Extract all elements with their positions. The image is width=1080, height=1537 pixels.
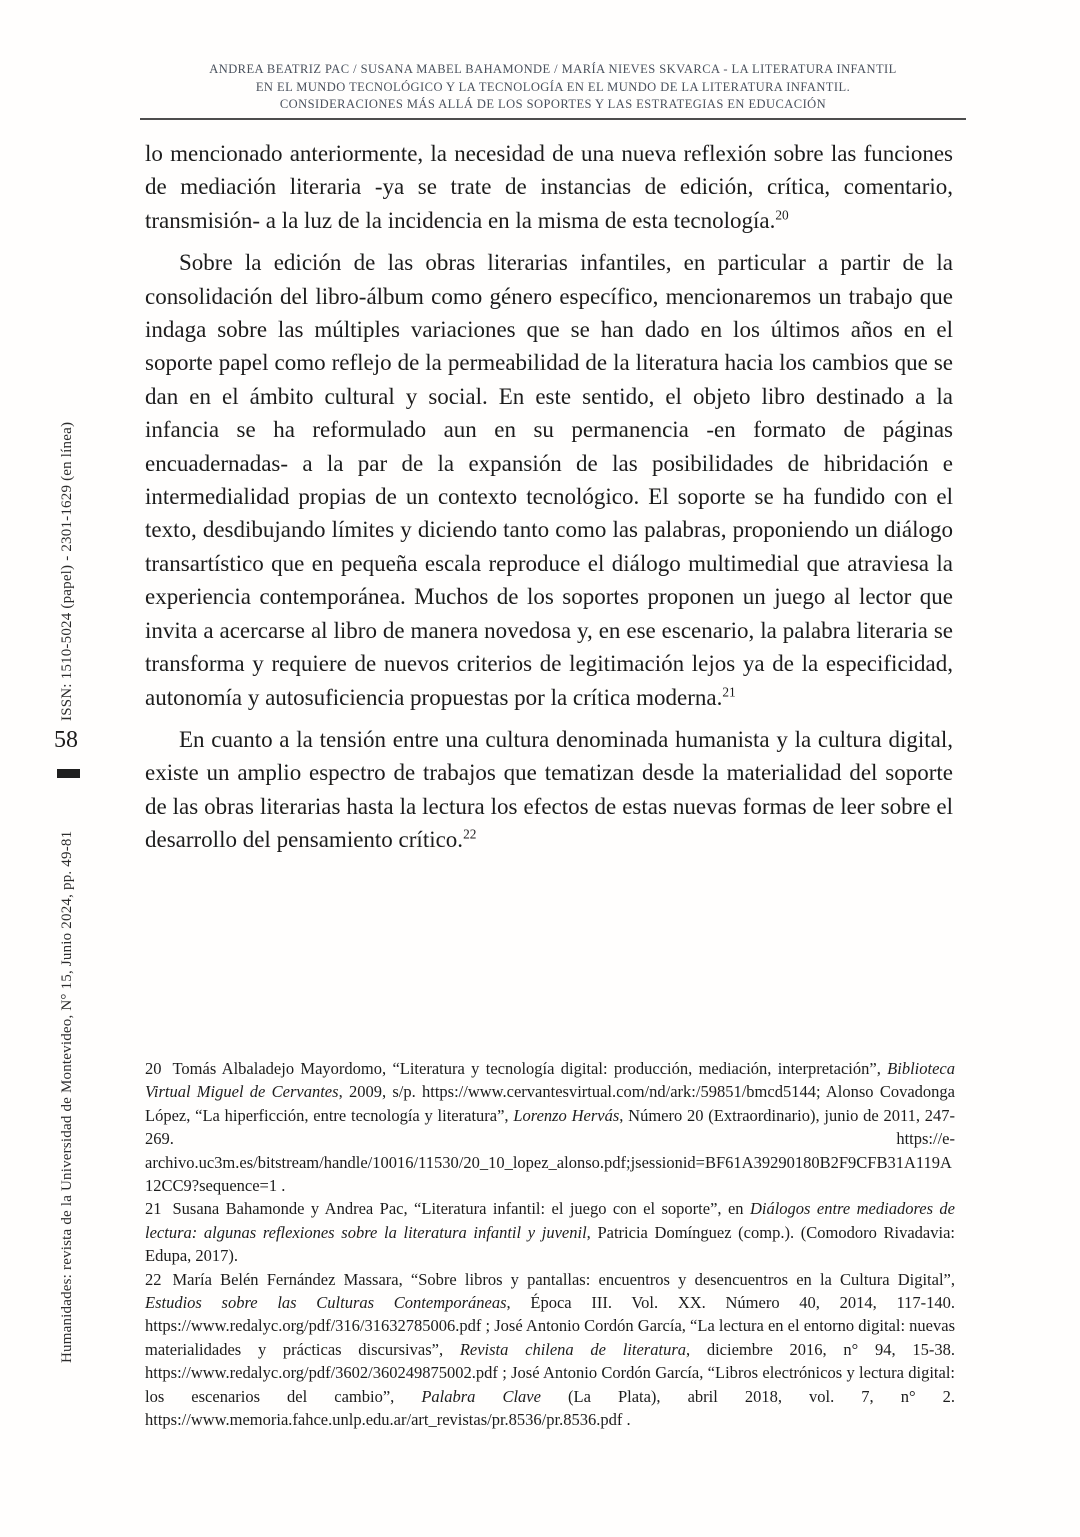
paragraph-text: Sobre la edición de las obras literarias infantiles, en particular a partir de la consolidación del libro-álbum como género específico, mencionaremos un trabajo que indaga sobre las múltiples variaciones que se han dado en los últimos años en el soporte papel como reflejo de la permeabilidad de la literatura hacia los cambios que se dan en el ámbito cultural y social. En este sentido, el objeto libro destinado a la infancia se ha reformulado aun en su permanencia -en formato de páginas encuadernadas- a la par de la expansión de las posibilidades de hibridación e intermedialidad propias de un contexto tecnológico. El soporte se ha fundido con el texto, desdibujando límites y diciendo tanto como las palabras, proponiendo un diálogo transartístico que en pequeña escala reproduce el diálogo multimedial que atraviesa la experiencia contemporánea. Muchos de los soportes proponen un juego al lector que invita a acercarse al libro de manera novedosa y, en ese escenario, la palabra literaria se transforma y requiere de nuevos criterios de legitimación lejos ya de la especificidad, autonomía y autosuficiencia propuestas por la crítica moderna. [145, 250, 953, 710]
page-number: 58 [54, 727, 78, 753]
paragraph [145, 723, 953, 857]
running-header-line-1: ANDREA BEATRIZ PAC / SUSANA MABEL BAHAMONDE / MARÍA NIEVES SKVARCA - LA LITERATURA INFANTIL [209, 62, 897, 76]
footnote-number: 21 [145, 1199, 162, 1219]
running-header-line-2: EN EL MUNDO TECNOLÓGICO Y LA TECNOLOGÍA EN EL MUNDO DE LA LITERATURA INFANTIL. [255, 79, 851, 94]
footnote-text: Tomás Albaladejo Mayordomo, “Literatura y tecnología digital: producción, mediación, interpretación”, Biblioteca Virtual Miguel de Cervantes, 2009, s/p. https://www.cervantesvirtual.com/nd/ark:/59851/bmcd5144; Alonso Covadonga López, “La hiperficción, entre tecnología y literatura”, Lorenzo Hervás, Número 20 (Extraordinario), junio de 2011, 247-269. https://e-archivo.uc3m.es/bitstream/handle/10016/11530/20_10_lopez_alonso.pdf;jsessionid=BF61A39290180B2F9CFB31A119A12CC9?sequence=1 . [145, 1059, 955, 1196]
footnote [145, 1197, 955, 1267]
journal-vertical-label: Humanidades: revista de la Universidad de Montevideo, N° 15, Junio 2024, pp. 49-81 [59, 830, 75, 1363]
footnote-ref: 21 [722, 683, 736, 699]
running-header-line-3: CONSIDERACIONES MÁS ALLÁ DE LOS SOPORTES Y LAS ESTRATEGIAS EN EDUCACIÓN [279, 97, 827, 111]
paragraph [145, 246, 953, 714]
header-rule [140, 118, 966, 120]
footnote-ref: 20 [775, 207, 789, 223]
body-text [145, 137, 953, 866]
footnote-number: 22 [145, 1269, 162, 1289]
paragraph-text: lo mencionado anteriormente, la necesidad de una nueva reflexión sobre las funciones de mediación literaria -ya se trate de instancias de edición, crítica, comentario, transmisión- a la luz de la incidencia en la misma de esta tecnología. [145, 141, 953, 233]
footnote-text: María Belén Fernández Massara, “Sobre libros y pantallas: encuentros y desencuentros en la Cultura Digital”, Estudios sobre las Culturas Contemporáneas, Época III. Vol. XX. Número 40, 2014, 117-140. https://www.redalyc.org/pdf/316/31632785006.pdf ; José Antonio Cordón García, “La lectura en el entorno digital: nuevas materialidades y prácticas discursivas”, Revista chilena de literatura, diciembre 2016, n° 94, 15-38. https://www.redalyc.org/pdf/3602/360249875002.pdf ; José Antonio Cordón García, “Libros electrónicos y lectura digital: los escenarios del cambio”, Palabra Clave (La Plata), abril 2018, vol. 7, n° 2. https://www.memoria.fahce.unlp.edu.ar/art_revistas/pr.8536/pr.8536.pdf . [145, 1269, 955, 1430]
footnote [145, 1057, 955, 1197]
footnotes-section [145, 1057, 955, 1432]
footnote-ref: 22 [463, 826, 477, 842]
footnote-text: Susana Bahamonde y Andrea Pac, “Literatura infantil: el juego con el soporte”, en Diálogos entre mediadores de lectura: algunas reflexiones sobre la literatura infantil y juvenil, Patricia Domínguez (comp.). (Comodoro Rivadavia: Edupa, 2017). [145, 1199, 955, 1266]
footnote-number: 20 [145, 1059, 162, 1078]
footnote [145, 1268, 955, 1432]
paragraph-text: En cuanto a la tensión entre una cultura denominada humanista y la cultura digital, existe un amplio espectro de trabajos que tematizan desde la materialidad del soporte de las obras literarias hasta la lectura los efectos de estas nuevas formas de leer sobre el desarrollo del pensamiento crítico. [145, 726, 953, 853]
paragraph [145, 137, 953, 237]
page-number-marker-icon [57, 769, 80, 778]
issn-vertical-label: ISSN: 1510-5024 (papel) - 2301-1629 (en línea) [59, 421, 75, 721]
running-header [140, 61, 966, 114]
